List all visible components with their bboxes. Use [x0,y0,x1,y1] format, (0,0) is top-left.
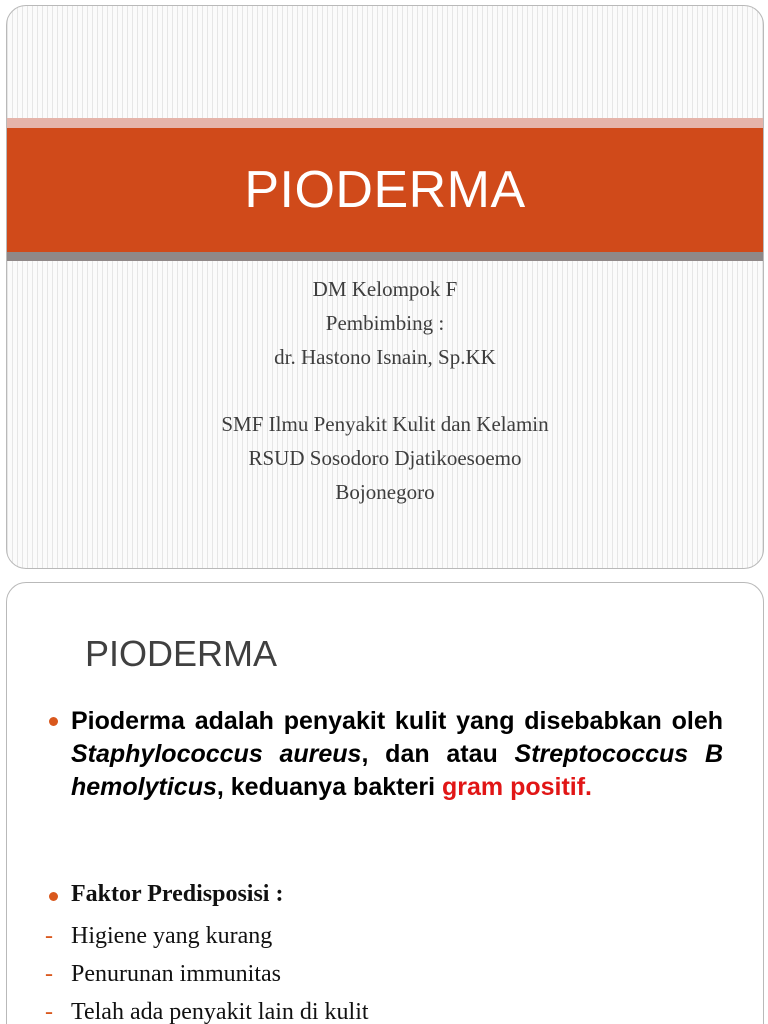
definition-organism-1: Staphylococcus aureus [71,740,362,768]
definition-paragraph [71,705,723,804]
subtitle-line: dr. Hastono Isnain, Sp.KK [274,345,496,369]
institution-line: SMF Ilmu Penyakit Kulit dan Kelamin [221,412,549,436]
definition-highlight: gram positif. [441,773,592,801]
definition-text: , keduanya bakteri [216,773,442,801]
faktor-list-item [45,961,281,988]
dash-icon: - [45,999,53,1024]
definition-text: Pioderma adalah penyakit kulit yang disebabkan oleh [71,707,723,735]
slide-title: PIODERMA [244,161,526,219]
institution-line: RSUD Sosodoro Djatikoesoemo [248,446,522,470]
spacer [7,374,763,407]
definition-text: , dan atau [361,740,515,768]
dash-icon: - [45,923,53,949]
content-slide [6,582,764,1024]
subtitle-line: Pembimbing : [325,311,445,335]
faktor-list-item [45,999,369,1024]
institution-line: Bojonegoro [335,480,435,504]
faktor-item-label: Penurunan immunitas [71,961,281,987]
faktor-item-label: Telah ada penyakit lain di kulit [71,999,369,1024]
faktor-heading: Faktor Predisposisi : [71,881,284,907]
bullet-icon [49,892,58,901]
title-band-bottom-stripe [7,252,763,261]
content-slide-title: PIODERMA [85,633,278,674]
faktor-item-label: Higiene yang kurang [71,923,273,949]
subtitle-line: DM Kelompok F [312,277,458,301]
bullet-icon [49,717,58,726]
subtitle-block [7,272,763,509]
title-slide [6,5,764,569]
dash-icon: - [45,961,53,987]
definition-organism-2: Streptococcus B hemolyticus [71,740,723,801]
title-band-top-stripe [7,118,763,128]
faktor-list-item [45,923,272,950]
